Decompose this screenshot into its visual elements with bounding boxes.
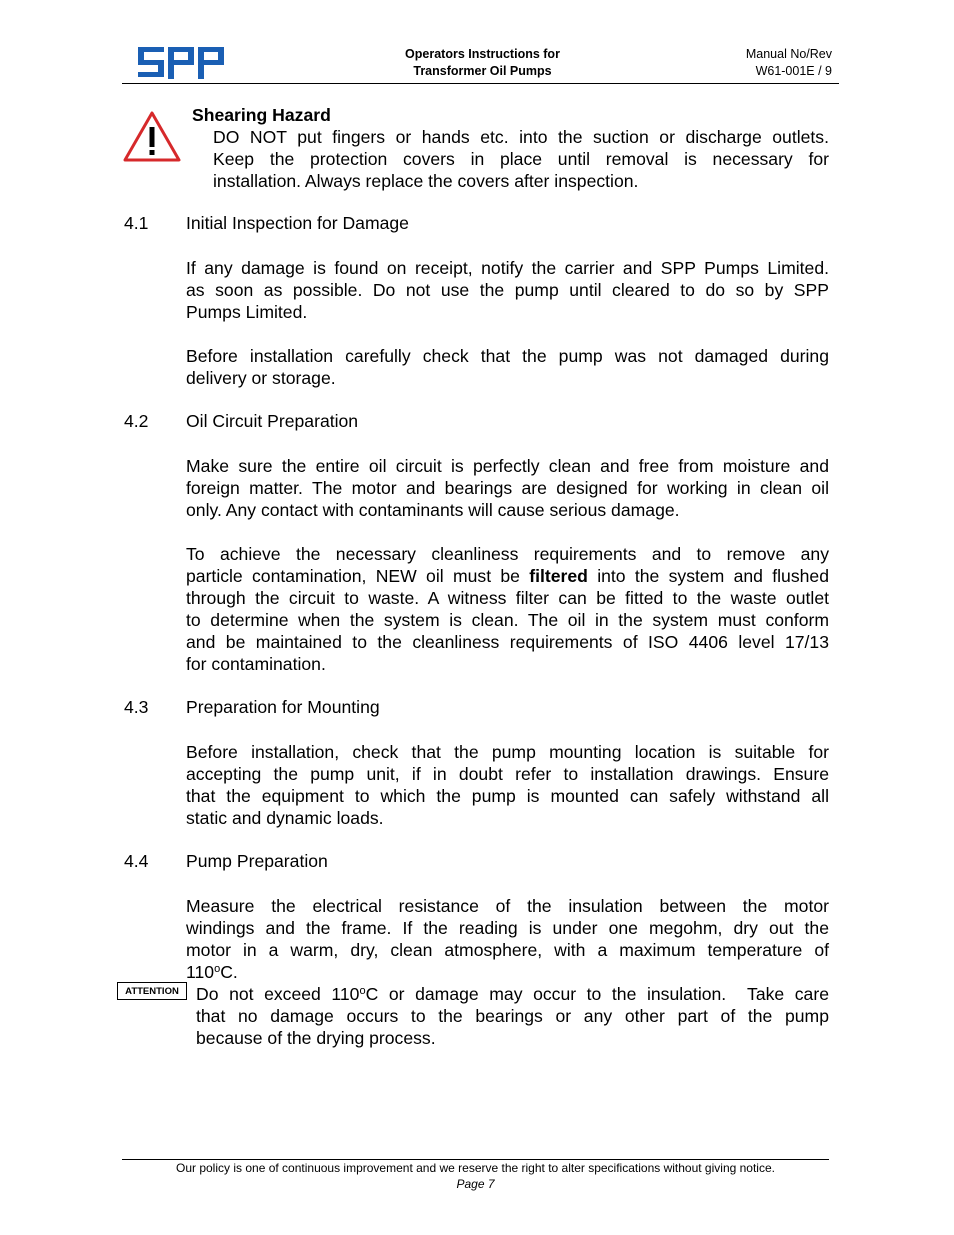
text-run: C or damage may occur to the insulation. Take care [365, 984, 829, 1004]
section-title: Pump Preparation [186, 851, 328, 871]
section-title: Oil Circuit Preparation [186, 411, 359, 431]
emphasis-filtered: filtered [529, 566, 588, 586]
header-title-line2: Transformer Oil Pumps [413, 64, 552, 78]
attention-line: that no damage occurs to the bearings or any other part of the pump [196, 1006, 829, 1026]
text-run: C. [220, 962, 238, 982]
section-number: 4.1 [124, 213, 149, 233]
warning-title: Shearing Hazard [192, 105, 331, 125]
paragraph-line: for contamination. [186, 654, 326, 674]
warning-text [213, 126, 829, 192]
attention-badge: ATTENTION [117, 982, 187, 1000]
paragraph-line: Before installation carefully check that the pump was not damaged during [186, 346, 829, 366]
text-run: 110 [186, 962, 215, 982]
paragraph [186, 543, 829, 675]
page-number: Page 7 [456, 1177, 495, 1191]
paragraph-line: If any damage is found on receipt, notify the carrier and SPP Pumps Limited. [186, 258, 829, 278]
section-title: Preparation for Mounting [186, 697, 380, 717]
degree-superscript: o [359, 985, 366, 997]
section-number: 4.3 [124, 697, 149, 717]
header-title-line1: Operators Instructions for [405, 47, 560, 61]
paragraph-line: To achieve the necessary cleanliness requirements and to remove any [186, 544, 829, 564]
paragraph-line: static and dynamic loads. [186, 808, 384, 828]
paragraph-line: Pumps Limited. [186, 302, 308, 322]
paragraph-line: foreign matter. The motor and bearings are designed for working in clean oil [186, 478, 829, 498]
header-divider [122, 83, 839, 84]
section-title: Initial Inspection for Damage [186, 213, 409, 233]
footer-policy: Our policy is one of continuous improvement and we reserve the right to alter specifications without giving notice. [176, 1161, 775, 1175]
paragraph-line: Measure the electrical resistance of the insulation between the motor [186, 896, 829, 916]
manual-info [680, 46, 832, 80]
attention-line: because of the drying process. [196, 1028, 436, 1048]
paragraph [186, 455, 829, 521]
paragraph-line: to determine when the system is clean. The oil in the system must conform [186, 610, 829, 630]
paragraph-line: Before installation, check that the pump mounting location is suitable for [186, 742, 829, 762]
spp-logo-icon [138, 47, 224, 79]
paragraph-line: Make sure the entire oil circuit is perfectly clean and free from moisture and [186, 456, 829, 476]
attention-text [196, 983, 829, 1049]
paragraph-line: delivery or storage. [186, 368, 336, 388]
section-number: 4.4 [124, 851, 149, 871]
paragraph [186, 895, 829, 983]
warning-line: DO NOT put fingers or hands etc. into the suction or discharge outlets. [213, 127, 829, 147]
paragraph [186, 741, 829, 829]
paragraph-line: motor in a warm, dry, clean atmosphere, with a maximum temperature of [186, 940, 829, 960]
paragraph-line: as soon as possible. Do not use the pump until cleared to do so by SPP [186, 280, 829, 300]
degree-superscript: o [214, 963, 221, 975]
attention-line [196, 983, 829, 1005]
text-run: Do not exceed 110 [196, 984, 360, 1004]
paragraph-line [186, 961, 829, 983]
warning-line: Keep the protection covers in place until removal is necessary for [213, 149, 829, 169]
manual-number: W61-001E / 9 [755, 64, 832, 78]
paragraph-line: only. Any contact with contaminants will cause serious damage. [186, 500, 680, 520]
paragraph-line: through the circuit to waste. A witness filter can be fitted to the waste outlet [186, 588, 829, 608]
header-title [360, 46, 605, 80]
warning-line: installation. Always replace the covers after inspection. [213, 171, 639, 191]
warning-triangle-icon [122, 110, 182, 163]
paragraph [186, 345, 829, 389]
spp-logo [138, 47, 224, 79]
paragraph-line: and be maintained to the cleanliness requirements of ISO 4406 level 17/13 [186, 632, 829, 652]
paragraph-line: windings and the frame. If the reading is under one megohm, dry out the [186, 918, 829, 938]
paragraph-line [186, 565, 829, 587]
text-run: into the system and flushed [587, 566, 829, 586]
manual-label: Manual No/Rev [745, 47, 832, 61]
paragraph [186, 257, 829, 323]
paragraph-line: that the equipment to which the pump is mounted can safely withstand all [186, 786, 829, 806]
text-run: particle contamination, NEW oil must be [186, 566, 530, 586]
paragraph-line: accepting the pump unit, if in doubt refer to installation drawings. Ensure [186, 764, 829, 784]
section-number: 4.2 [124, 411, 149, 431]
